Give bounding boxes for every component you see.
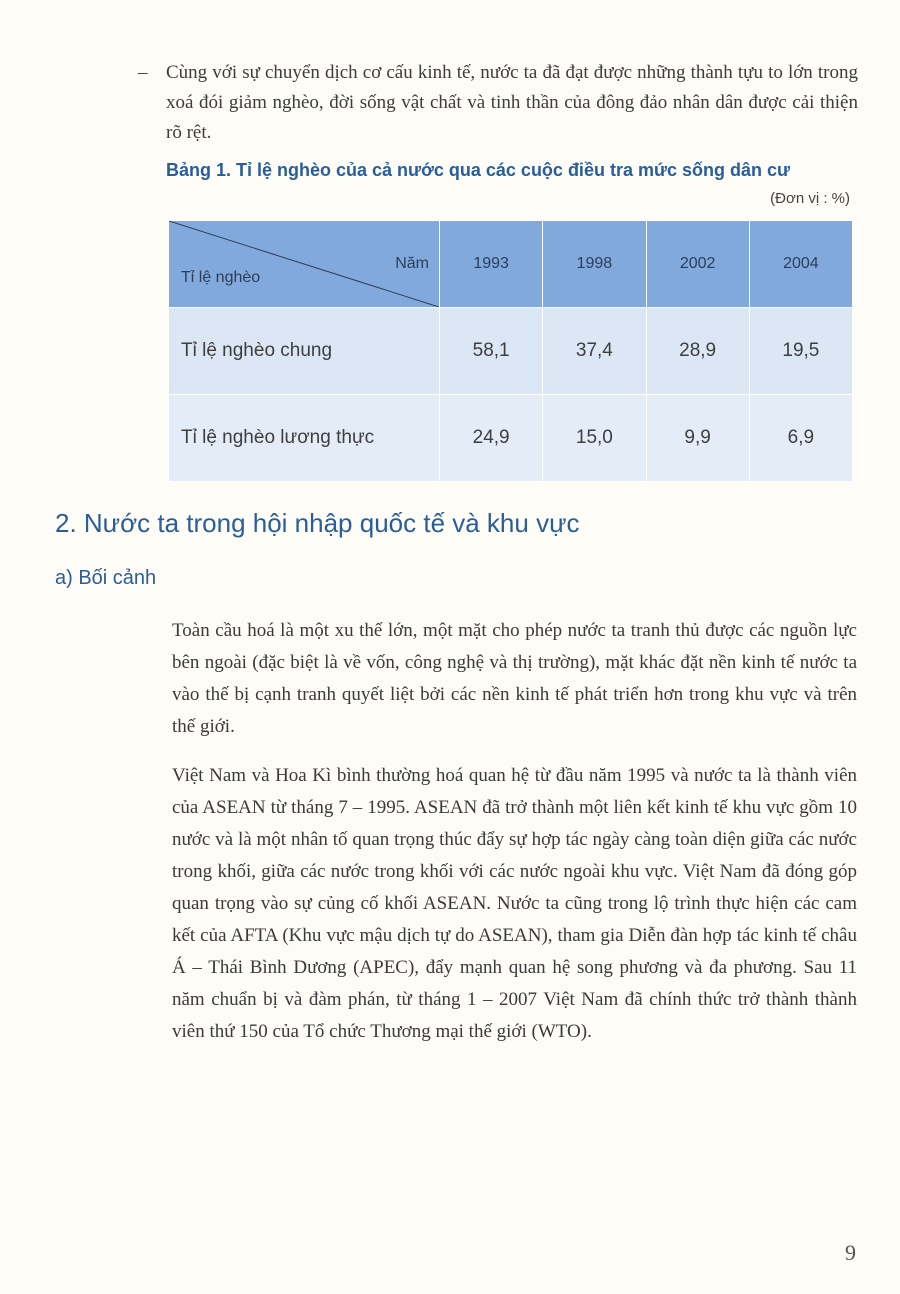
- table-cell: 15,0: [543, 395, 646, 482]
- intro-bullet: [138, 58, 858, 148]
- table-cell: 58,1: [440, 308, 543, 395]
- table-header-row: [169, 221, 853, 308]
- table-title: Bảng 1. Tỉ lệ nghèo của cả nước qua các cuộc điều tra mức sống dân cư: [166, 160, 791, 180]
- table-cell: 28,9: [646, 308, 749, 395]
- table-cell: 37,4: [543, 308, 646, 395]
- table-unit: (Đơn vị : %): [770, 190, 850, 207]
- paragraph-globalization: Toàn cầu hoá là một xu thế lớn, một mặt cho phép nước ta tranh thủ được các nguồn lực bên ngoài (đặc biệt là về vốn, công nghệ và thị trường), mặt khác đặt nền kinh tế nước ta vào thế bị cạnh tranh quyết liệt bởi các nền kinh tế phát triển hơn trong khu vực và trên thế giới.: [172, 620, 857, 737]
- table-cell: 6,9: [749, 395, 852, 482]
- corner-label-year: Năm: [395, 255, 429, 272]
- table-corner-cell: [169, 221, 440, 308]
- table-cell: 19,5: [749, 308, 852, 395]
- row-label: Tỉ lệ nghèo chung: [169, 308, 440, 395]
- paragraph-integration: Việt Nam và Hoa Kì bình thường hoá quan hệ từ đầu năm 1995 và nước ta là thành viên của ASEAN từ tháng 7 – 1995. ASEAN đã trở thành một liên kết kinh tế khu vực gồm 10 nước và là một nhân tố quan trọng thúc đẩy sự hợp tác ngày càng toàn diện giữa các nước trong khối, giữa các nước trong khối với các nước ngoài khu vực. Việt Nam đã đóng góp quan trọng vào sự củng cố khối ASEAN. Nước ta cũng trong lộ trình thực hiện các cam kết của AFTA (Khu vực mậu dịch tự do ASEAN), tham gia Diễn đàn hợp tác kinh tế châu Á – Thái Bình Dương (APEC), đẩy mạnh quan hệ song phương và đa phương. Sau 11 năm chuẩn bị và đàm phán, từ tháng 1 – 2007 Việt Nam đã chính thức trở thành thành viên thứ 150 của Tổ chức Thương mại thế giới (WTO).: [172, 765, 857, 1042]
- year-header: 1993: [440, 221, 543, 308]
- subsection-heading: a) Bối cảnh: [55, 567, 157, 589]
- row-label: Tỉ lệ nghèo lương thực: [169, 395, 440, 482]
- table-row: [169, 308, 853, 395]
- table-cell: 9,9: [646, 395, 749, 482]
- section-heading: 2. Nước ta trong hội nhập quốc tế và khu vực: [55, 508, 580, 538]
- year-header: 2004: [749, 221, 852, 308]
- page-number: 9: [845, 1240, 856, 1265]
- bullet-dash: –: [138, 62, 148, 83]
- corner-label-rate: Tỉ lệ nghèo: [181, 269, 261, 286]
- year-header: 1998: [543, 221, 646, 308]
- year-header: 2002: [646, 221, 749, 308]
- table-row: [169, 395, 853, 482]
- poverty-table: [168, 220, 853, 482]
- table-cell: 24,9: [440, 395, 543, 482]
- intro-text: Cùng với sự chuyển dịch cơ cấu kinh tế, nước ta đã đạt được những thành tựu to lớn trong xoá đói giảm nghèo, đời sống vật chất và tinh thần của đông đảo nhân dân được cải thiện rõ rệt.: [166, 62, 858, 143]
